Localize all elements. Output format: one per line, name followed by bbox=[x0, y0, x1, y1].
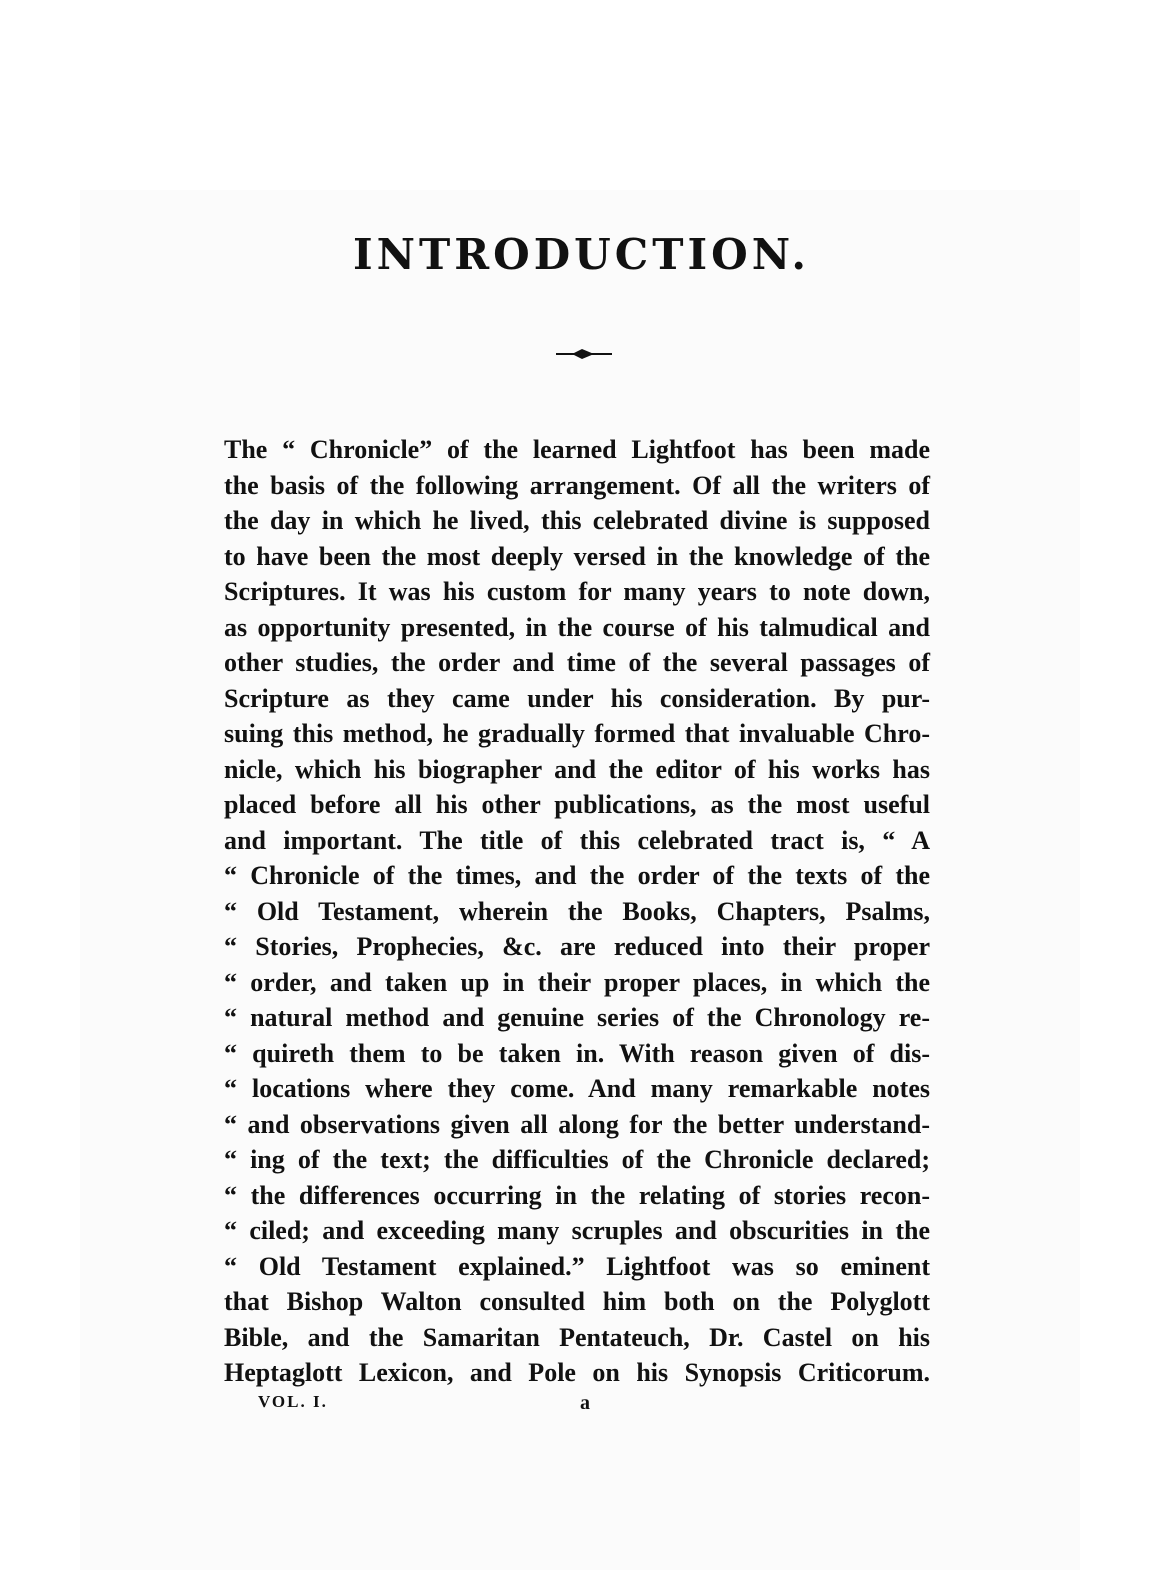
signature-mark: a bbox=[580, 1392, 590, 1414]
text-line-24: “ Old Testament explained.” Lightfoot was so eminent bbox=[224, 1251, 930, 1281]
ornament-icon bbox=[554, 346, 614, 362]
text-line-26: Bible, and the Samaritan Pentateuch, Dr. Castel on his bbox=[224, 1322, 930, 1352]
page-title: INTRODUCTION. bbox=[352, 230, 811, 279]
text-line-2: the basis of the following arrangement. Of all the writers of bbox=[224, 470, 930, 500]
text-line-25: that Bishop Walton consulted him both on the Polyglott bbox=[224, 1287, 930, 1316]
text-line-4: to have been the most deeply versed in the knowledge of the bbox=[224, 541, 930, 571]
text-line-5: Scriptures. It was his custom for many years to note down, bbox=[224, 577, 930, 606]
text-line-20: “ and observations given all along for the better understand- bbox=[224, 1109, 930, 1139]
text-line-18: “ quireth them to be taken in. With reason given of dis- bbox=[224, 1038, 930, 1068]
text-line-15: “ Stories, Prophecies, &c. are reduced into their proper bbox=[224, 932, 930, 961]
text-line-23: “ ciled; and exceeding many scruples and obscurities in the bbox=[224, 1216, 930, 1245]
page-footer bbox=[0, 1392, 1163, 1422]
text-line-10: nicle, which his biographer and the editor of his works has bbox=[224, 754, 930, 784]
text-line-7: other studies, the order and time of the several passages of bbox=[224, 648, 930, 677]
text-line-3: the day in which he lived, this celebrated divine is supposed bbox=[224, 506, 930, 535]
text-line-16: “ order, and taken up in their proper places, in which the bbox=[224, 967, 930, 997]
text-line-14: “ Old Testament, wherein the Books, Chapters, Psalms, bbox=[224, 896, 930, 926]
text-line-12: and important. The title of this celebrated tract is, “ A bbox=[224, 825, 930, 855]
text-line-19: “ locations where they come. And many remarkable notes bbox=[224, 1074, 930, 1103]
text-line-27: Heptaglott Lexicon, and Pole on his Synopsis Criticorum. bbox=[224, 1358, 930, 1387]
text-line-8: Scripture as they came under his consideration. By pur- bbox=[224, 683, 930, 713]
text-line-9: suing this method, he gradually formed that invaluable Chro- bbox=[224, 719, 930, 748]
text-line-21: “ ing of the text; the difficulties of the Chronicle declared; bbox=[224, 1145, 930, 1174]
volume-label: VOL. I. bbox=[258, 1392, 328, 1411]
text-line-6: as opportunity presented, in the course of his talmudical and bbox=[224, 612, 930, 642]
text-line-13: “ Chronicle of the times, and the order of the texts of the bbox=[224, 861, 930, 890]
body-text bbox=[224, 432, 930, 1391]
text-line-22: “ the differences occurring in the relating of stories recon- bbox=[224, 1180, 930, 1210]
text-line-11: placed before all his other publications, as the most useful bbox=[224, 790, 930, 819]
text-line-17: “ natural method and genuine series of the Chronology re- bbox=[224, 1003, 930, 1032]
text-line-1: The “ Chronicle” of the learned Lightfoot has been made bbox=[224, 435, 930, 464]
